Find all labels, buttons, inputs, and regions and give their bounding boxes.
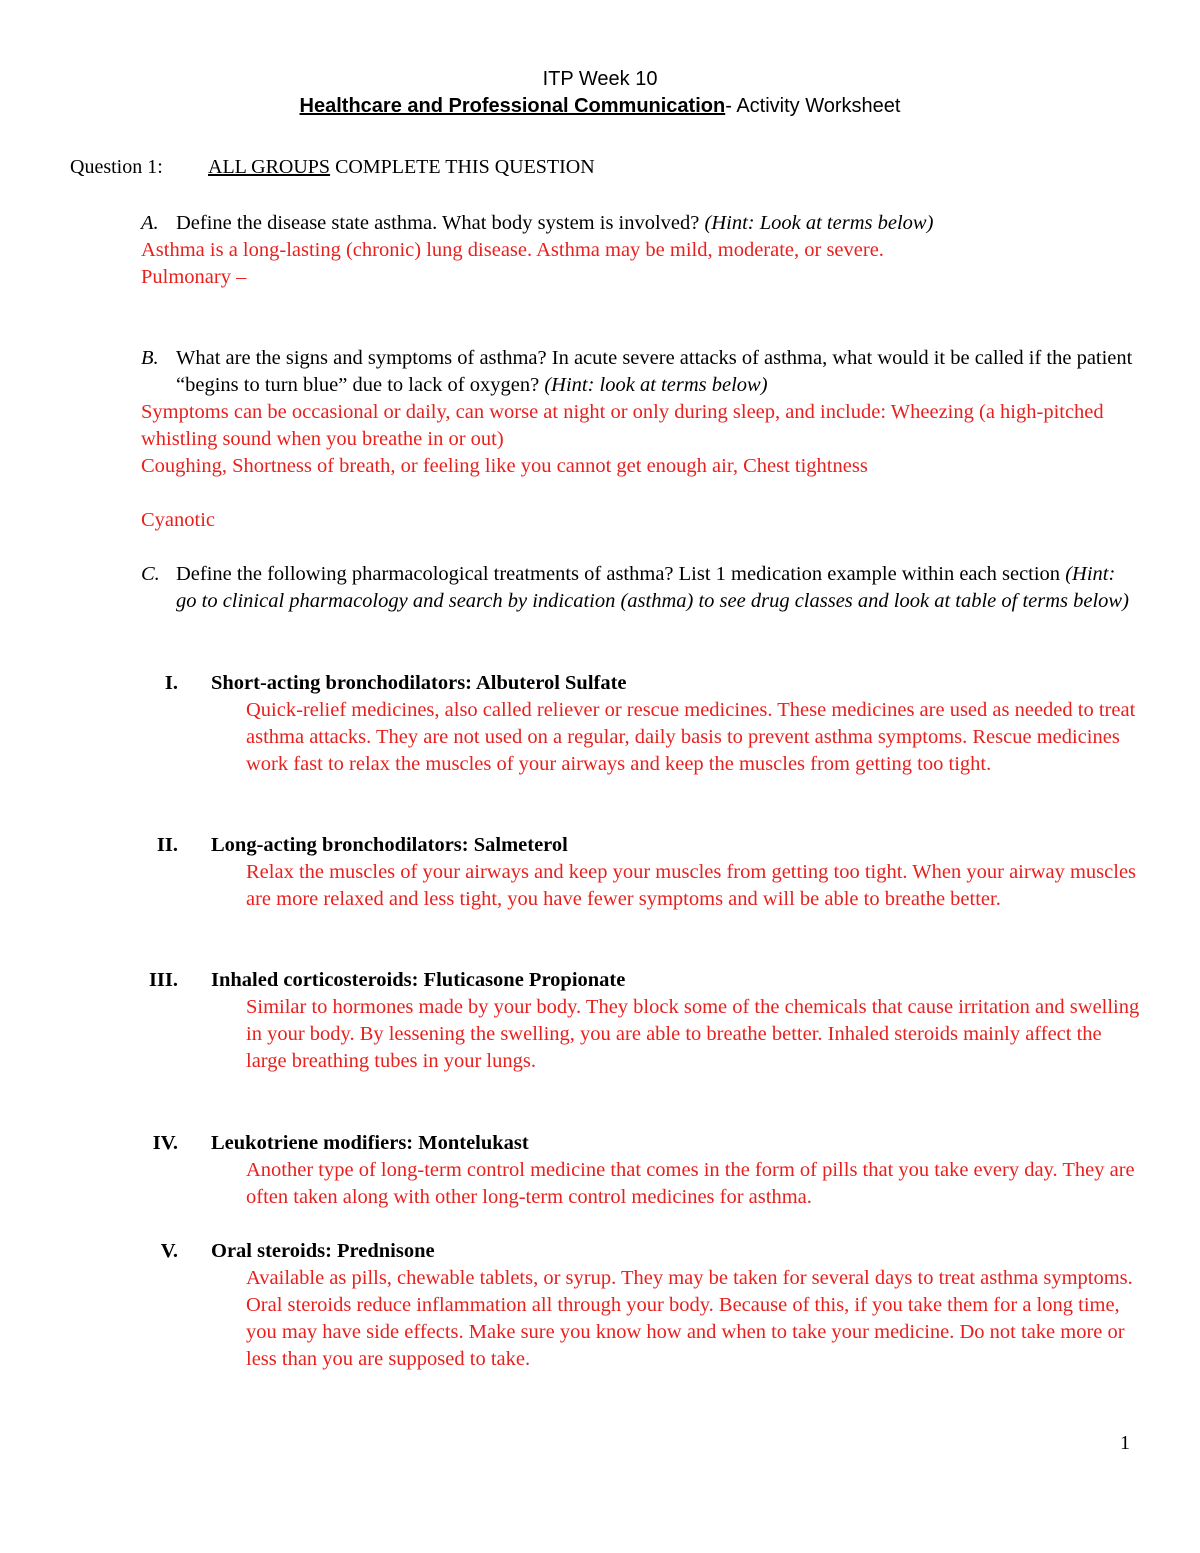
part-c-question [176, 561, 1136, 615]
treatment-3-numeral: III. [148, 969, 178, 991]
part-b-hint: (Hint: look at terms below) [544, 374, 768, 396]
week-heading: ITP Week 10 [542, 68, 658, 90]
part-b-answer-1: Symptoms can be occasional or daily, can worse at night or only during sleep, and include: Wheezing (a high-pitched whistling sound when you breathe in or out) [141, 401, 1104, 450]
treatment-5-title: Oral steroids: Prednisone [211, 1240, 435, 1262]
part-b-answer-3: Cyanotic [141, 509, 216, 531]
treatment-1-title: Short-acting bronchodilators: Albuterol Sulfate [211, 672, 627, 694]
treatment-1-numeral: I. [164, 672, 178, 694]
treatment-4-title: Leukotriene modifiers: Montelukast [211, 1132, 529, 1154]
page-number: 1 [1120, 1432, 1130, 1454]
treatment-4-answer: Another type of long-term control medicine that comes in the form of pills that you take every day. They are often taken along with other long-term control medicines for asthma. [246, 1159, 1135, 1208]
question-instruction: COMPLETE THIS QUESTION [330, 156, 595, 178]
treatment-3-title: Inhaled corticosteroids: Fluticasone Propionate [211, 969, 626, 991]
part-c-question-text: Define the following pharmacological treatments of asthma? List 1 medication example within each section [176, 563, 1066, 585]
part-a-letter: A. [141, 212, 159, 234]
treatment-1-answer: Quick-relief medicines, also called reliever or rescue medicines. These medicines are used as needed to treat asthma attacks. They are not used on a regular, daily basis to prevent asthma symptoms. Rescue medicines work fast to relax the muscles of your airways and keep the muscles from getting too tight. [246, 699, 1136, 775]
part-c-hint: (Hint: go to clinical pharmacology and search by indication (asthma) to see drug classes and look at table of terms below) [176, 563, 1129, 612]
treatment-2-title: Long-acting bronchodilators: Salmeterol [211, 834, 568, 856]
part-a-answer-1: Asthma is a long-lasting (chronic) lung disease. Asthma may be mild, moderate, or severe. [141, 239, 884, 261]
all-groups: ALL GROUPS [208, 156, 331, 178]
treatment-4-numeral: IV. [152, 1132, 178, 1154]
part-a-question-text: Define the disease state asthma. What body system is involved? [176, 212, 705, 234]
worksheet-subtitle: - Activity Worksheet [725, 95, 901, 117]
part-b-answer-2: Coughing, Shortness of breath, or feeling like you cannot get enough air, Chest tightness [141, 455, 868, 477]
treatment-5-numeral: V. [160, 1240, 178, 1262]
part-c-letter: C. [141, 563, 160, 585]
treatment-2-numeral: II. [156, 834, 178, 856]
treatment-5-answer: Available as pills, chewable tablets, or syrup. They may be taken for several days to treat asthma symptoms. Oral steroids reduce inflammation all through your body. Because of this, if you take them for a long time, you may have side effects. Make sure you know how and when to take your medicine. Do not take more or less than you are supposed to take. [246, 1267, 1133, 1370]
question-label: Question 1: [70, 156, 163, 178]
part-b-letter: B. [141, 347, 159, 369]
treatment-2-answer: Relax the muscles of your airways and keep your muscles from getting too tight. When your airway muscles are more relaxed and less tight, you have fewer symptoms and will be able to breathe better. [246, 861, 1137, 910]
part-a-question [176, 210, 1136, 237]
worksheet-title [0, 95, 1200, 118]
part-b-question-text: What are the signs and symptoms of asthma? In acute severe attacks of asthma, what would it be called if the patient “begins to turn blue” due to lack of oxygen? [176, 347, 1133, 396]
course-title: Healthcare and Professional Communication [299, 95, 726, 117]
part-b-question [176, 345, 1136, 399]
part-a-answer-2: Pulmonary – [141, 266, 247, 288]
treatment-3-answer: Similar to hormones made by your body. They block some of the chemicals that cause irritation and swelling in your body. By lessening the swelling, you are able to breathe better. Inhaled steroids mainly affect the large breathing tubes in your lungs. [246, 996, 1140, 1072]
question-1-heading [70, 156, 595, 179]
part-a-hint: (Hint: Look at terms below) [704, 212, 934, 234]
